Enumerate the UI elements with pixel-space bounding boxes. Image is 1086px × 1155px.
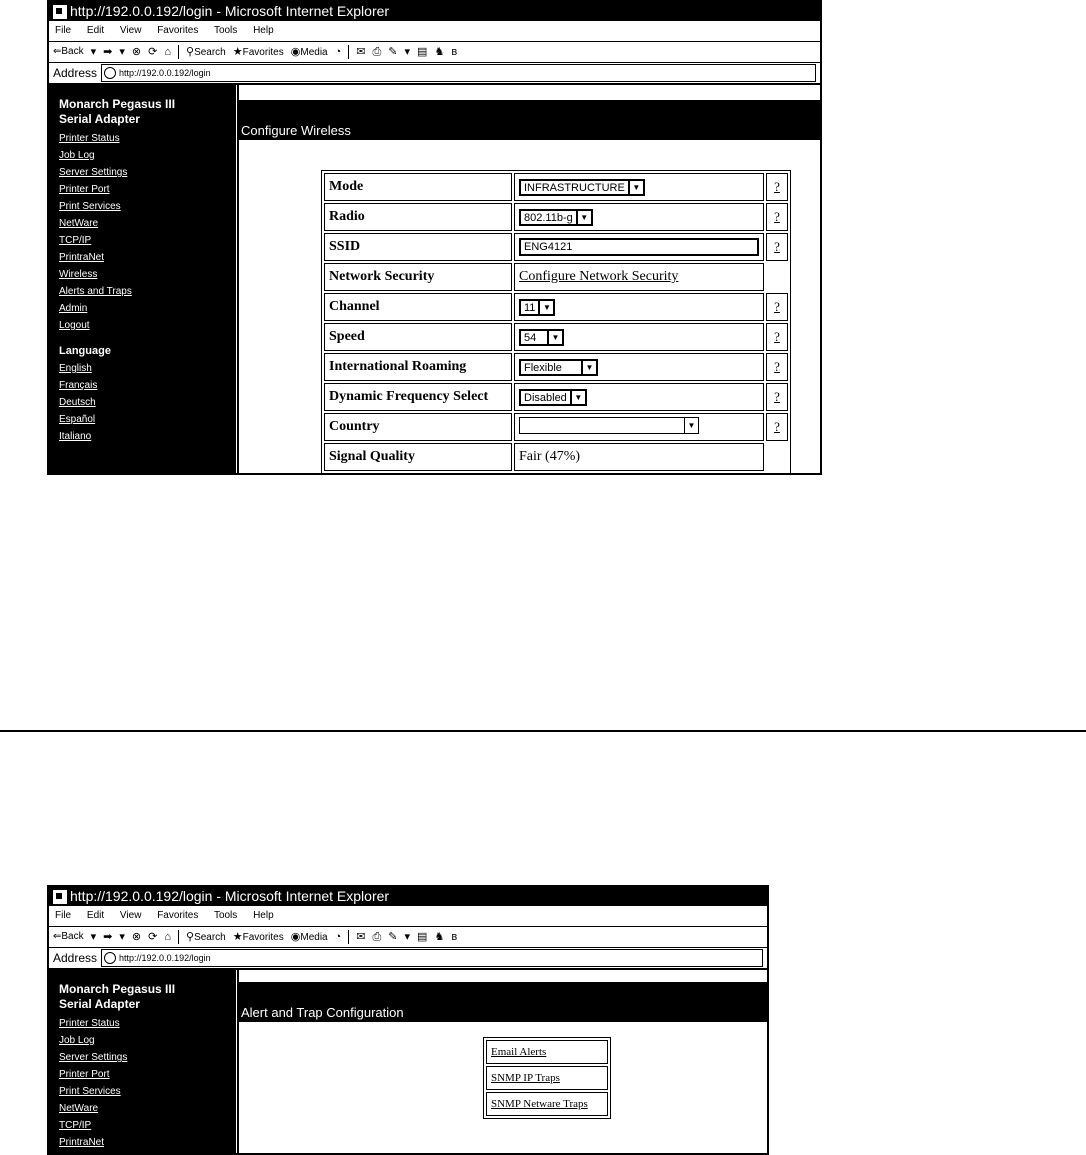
dynamic-frequency-select-value: Disabled bbox=[521, 391, 571, 404]
menu-view[interactable]: View bbox=[119, 25, 142, 36]
sidebar-title bbox=[59, 97, 235, 127]
ie-window-configure-wireless bbox=[47, 0, 822, 475]
ie-page-icon bbox=[53, 890, 67, 904]
dropdown-arrow-icon[interactable]: ▾ bbox=[119, 46, 125, 58]
messenger-icon[interactable]: ♞ bbox=[434, 931, 445, 943]
toolbar-separator bbox=[178, 930, 179, 944]
speed-select[interactable] bbox=[519, 329, 564, 346]
forward-icon[interactable]: ➡ bbox=[103, 46, 113, 58]
table-row bbox=[486, 1040, 608, 1064]
bluetooth-icon[interactable]: ʙ bbox=[451, 46, 458, 58]
chevron-down-icon: ▼ bbox=[539, 301, 553, 314]
media-button[interactable] bbox=[291, 42, 328, 63]
channel-help-link[interactable]: ? bbox=[766, 293, 788, 321]
address-bar bbox=[49, 948, 767, 970]
search-label: Search bbox=[194, 46, 226, 58]
snmp-ip-traps-link[interactable]: SNMP IP Traps bbox=[486, 1066, 608, 1090]
home-icon[interactable]: ⌂ bbox=[164, 931, 171, 943]
signal-quality-label: Signal Quality bbox=[324, 443, 512, 471]
channel-label: Channel bbox=[324, 293, 512, 321]
mail-icon[interactable]: ✉ bbox=[356, 931, 366, 943]
table-row bbox=[486, 1092, 608, 1116]
media-label: Media bbox=[300, 931, 328, 943]
table-row bbox=[324, 173, 788, 201]
international-roaming-label: International Roaming bbox=[324, 353, 512, 381]
speed-cell bbox=[514, 323, 764, 351]
window-title: http://192.0.0.192/login - Microsoft Internet Explorer bbox=[70, 888, 390, 904]
sidebar-title-line1: Monarch Pegasus III bbox=[59, 982, 176, 996]
alert-links-table bbox=[483, 1037, 611, 1119]
dropdown-arrow-icon[interactable]: ▾ bbox=[404, 931, 411, 943]
sidebar-item-job-log[interactable]: Job Log bbox=[59, 1035, 95, 1046]
search-button[interactable] bbox=[186, 927, 226, 948]
discuss-icon[interactable]: ▤ bbox=[417, 46, 428, 58]
sidebar-item-tcpip[interactable]: TCP/IP bbox=[59, 235, 92, 246]
ssid-cell bbox=[514, 233, 764, 261]
media-icon: ◉ bbox=[290, 45, 301, 58]
search-label: Search bbox=[194, 931, 226, 943]
international-roaming-help-link[interactable]: ? bbox=[766, 353, 788, 381]
address-bar bbox=[49, 63, 820, 85]
dynamic-frequency-select-cell bbox=[514, 383, 764, 411]
address-label: Address bbox=[53, 951, 98, 965]
toolbar-separator bbox=[178, 45, 179, 59]
table-row bbox=[324, 323, 788, 351]
menu-edit[interactable]: Edit bbox=[86, 910, 105, 921]
chevron-down-icon: ▼ bbox=[571, 391, 585, 404]
mode-cell bbox=[514, 173, 764, 201]
sidebar-item-server-settings[interactable]: Server Settings bbox=[59, 167, 128, 178]
page-content bbox=[49, 970, 767, 1155]
sidebar-item-printranet[interactable]: PrintraNet bbox=[59, 252, 105, 263]
channel-value: 11 bbox=[521, 301, 539, 314]
page-header bbox=[239, 982, 767, 1022]
international-roaming-select[interactable] bbox=[519, 359, 598, 376]
address-input[interactable] bbox=[101, 949, 763, 967]
configure-network-security-link[interactable]: Configure Network Security bbox=[514, 263, 764, 291]
channel-cell bbox=[514, 293, 764, 321]
media-button[interactable] bbox=[291, 927, 328, 948]
mode-value: INFRASTRUCTURE bbox=[521, 181, 629, 194]
home-icon[interactable]: ⌂ bbox=[164, 46, 171, 58]
sidebar-title-line1: Monarch Pegasus III bbox=[59, 97, 176, 111]
sidebar-item-printer-status[interactable]: Printer Status bbox=[59, 133, 120, 144]
speed-help-link[interactable]: ? bbox=[766, 323, 788, 351]
menu-tools[interactable]: Tools bbox=[213, 25, 238, 36]
title-bar bbox=[49, 2, 820, 21]
country-value bbox=[520, 418, 684, 433]
table-row bbox=[324, 233, 788, 261]
back-button[interactable]: ⇐Back bbox=[53, 931, 84, 942]
chevron-down-icon: ▼ bbox=[548, 331, 562, 344]
page-header bbox=[239, 100, 820, 140]
radio-label: Radio bbox=[324, 203, 512, 231]
empty-cell bbox=[766, 263, 788, 291]
speed-value: 54 bbox=[521, 331, 548, 344]
chevron-down-icon: ▼ bbox=[684, 418, 698, 433]
mode-select[interactable] bbox=[519, 179, 645, 196]
ie-page-icon bbox=[53, 5, 67, 19]
chevron-down-icon: ▼ bbox=[582, 361, 596, 374]
stop-icon[interactable]: ⊗ bbox=[131, 931, 142, 943]
channel-select[interactable] bbox=[519, 299, 555, 316]
print-icon[interactable]: ⎙ bbox=[372, 46, 382, 58]
sidebar-item-printer-status[interactable]: Printer Status bbox=[59, 1018, 120, 1029]
back-button[interactable]: ⇐Back bbox=[53, 46, 84, 57]
toolbar bbox=[49, 927, 767, 948]
main-frame bbox=[239, 970, 767, 1155]
bluetooth-icon[interactable]: ʙ bbox=[451, 931, 458, 943]
dropdown-arrow-icon[interactable]: ▾ bbox=[119, 931, 125, 943]
chevron-down-icon: ▼ bbox=[629, 181, 643, 194]
sidebar-item-alerts-and-traps[interactable]: Alerts and Traps bbox=[59, 286, 132, 297]
empty-cell bbox=[766, 443, 788, 471]
print-icon[interactable]: ⎙ bbox=[372, 931, 382, 943]
media-label: Media bbox=[300, 46, 328, 58]
table-row bbox=[324, 383, 788, 411]
edit-icon[interactable]: ✎ bbox=[388, 931, 398, 943]
address-value: http://192.0.0.192/login bbox=[119, 68, 211, 78]
sidebar-item-printer-port[interactable]: Printer Port bbox=[59, 184, 110, 195]
table-row bbox=[324, 203, 788, 231]
language-espanol[interactable]: Español bbox=[59, 414, 96, 425]
search-button[interactable] bbox=[186, 42, 226, 63]
radio-cell bbox=[514, 203, 764, 231]
menu-file[interactable]: File bbox=[55, 910, 72, 921]
sidebar-title-line2: Serial Adapter bbox=[59, 112, 140, 126]
speed-label: Speed bbox=[324, 323, 512, 351]
language-francais[interactable]: Français bbox=[59, 380, 98, 391]
sidebar-item-netware[interactable]: NetWare bbox=[59, 218, 99, 229]
ssid-input[interactable]: ENG4121 bbox=[519, 238, 759, 256]
history-icon[interactable]: ◔ bbox=[334, 46, 342, 58]
menu-favorites[interactable]: Favorites bbox=[157, 25, 199, 36]
ssid-help-link[interactable]: ? bbox=[766, 233, 788, 261]
address-label: Address bbox=[53, 66, 98, 80]
email-alerts-link[interactable]: Email Alerts bbox=[486, 1040, 608, 1064]
mode-help-link[interactable]: ? bbox=[766, 173, 788, 201]
radio-value: 802.11b-g bbox=[521, 211, 577, 224]
page-icon bbox=[104, 67, 116, 79]
menu-file[interactable]: File bbox=[55, 25, 72, 36]
menu-tools[interactable]: Tools bbox=[213, 910, 238, 921]
table-row bbox=[324, 353, 788, 381]
toolbar-separator bbox=[348, 45, 349, 59]
dynamic-frequency-select-help-link[interactable]: ? bbox=[766, 383, 788, 411]
signal-quality-value: Fair (47%) bbox=[514, 443, 764, 471]
chevron-down-icon: ▼ bbox=[577, 211, 591, 224]
table-row bbox=[324, 263, 788, 291]
stop-icon[interactable]: ⊗ bbox=[131, 46, 142, 58]
page-title: Alert and Trap Configuration bbox=[241, 1005, 404, 1020]
mail-icon[interactable]: ✉ bbox=[356, 46, 366, 58]
main-frame bbox=[239, 85, 820, 473]
dropdown-arrow-icon[interactable]: ▾ bbox=[90, 931, 97, 943]
country-select[interactable] bbox=[519, 417, 699, 434]
edit-icon[interactable]: ✎ bbox=[388, 46, 398, 58]
mode-label: Mode bbox=[324, 173, 512, 201]
sidebar-title bbox=[59, 982, 235, 1012]
table-row bbox=[324, 443, 788, 471]
search-icon: ⚲ bbox=[186, 930, 195, 943]
menu-bar bbox=[49, 906, 767, 927]
table-row bbox=[324, 413, 788, 441]
menu-edit[interactable]: Edit bbox=[86, 25, 105, 36]
sidebar bbox=[49, 85, 235, 473]
menu-favorites[interactable]: Favorites bbox=[157, 910, 199, 921]
language-italiano[interactable]: Italiano bbox=[59, 431, 92, 442]
address-value: http://192.0.0.192/login bbox=[119, 953, 211, 963]
snmp-netware-traps-link[interactable]: SNMP Netware Traps bbox=[486, 1092, 608, 1116]
media-icon: ◉ bbox=[290, 930, 301, 943]
discuss-icon[interactable]: ▤ bbox=[417, 931, 428, 943]
language-deutsch[interactable]: Deutsch bbox=[59, 397, 96, 408]
favorites-button[interactable] bbox=[233, 927, 284, 948]
radio-select[interactable] bbox=[519, 209, 593, 226]
favorites-label: Favorites bbox=[242, 46, 284, 58]
toolbar bbox=[49, 42, 820, 63]
page-separator-line bbox=[0, 730, 1086, 732]
history-icon[interactable]: ◔ bbox=[334, 931, 342, 943]
wireless-config-table bbox=[321, 170, 791, 474]
sidebar-item-wireless[interactable]: Wireless bbox=[59, 269, 98, 280]
sidebar-item-print-services[interactable]: Print Services bbox=[59, 201, 121, 212]
sidebar-title-line2: Serial Adapter bbox=[59, 997, 140, 1011]
search-icon: ⚲ bbox=[186, 45, 195, 58]
dropdown-arrow-icon[interactable]: ▾ bbox=[404, 46, 411, 58]
dropdown-arrow-icon[interactable]: ▾ bbox=[90, 46, 97, 58]
favorites-button[interactable] bbox=[233, 42, 284, 63]
favorites-label: Favorites bbox=[242, 931, 284, 943]
table-row bbox=[486, 1066, 608, 1090]
sidebar-item-print-services[interactable]: Print Services bbox=[59, 1086, 121, 1097]
sidebar-item-logout[interactable]: Logout bbox=[59, 320, 90, 331]
network-security-label: Network Security bbox=[324, 263, 512, 291]
sidebar-item-tcpip[interactable]: TCP/IP bbox=[59, 1120, 92, 1131]
title-bar bbox=[49, 887, 767, 906]
messenger-icon[interactable]: ♞ bbox=[434, 46, 445, 58]
radio-help-link[interactable]: ? bbox=[766, 203, 788, 231]
country-cell bbox=[514, 413, 764, 441]
ssid-label: SSID bbox=[324, 233, 512, 261]
page-title: Configure Wireless bbox=[241, 123, 351, 138]
forward-icon[interactable]: ➡ bbox=[103, 931, 113, 943]
menu-view[interactable]: View bbox=[119, 910, 142, 921]
sidebar bbox=[49, 970, 235, 1155]
window-title: http://192.0.0.192/login - Microsoft Internet Explorer bbox=[70, 3, 390, 19]
sidebar-item-printranet[interactable]: PrintraNet bbox=[59, 1137, 105, 1148]
page-content bbox=[49, 85, 820, 473]
international-roaming-value: Flexible bbox=[521, 361, 582, 374]
ie-window-alert-trap-configuration bbox=[47, 885, 769, 1155]
refresh-icon[interactable]: ⟳ bbox=[148, 931, 158, 943]
dynamic-frequency-select-select[interactable] bbox=[519, 389, 587, 406]
country-help-link[interactable]: ? bbox=[766, 413, 788, 441]
sidebar-item-job-log[interactable]: Job Log bbox=[59, 150, 95, 161]
address-input[interactable] bbox=[101, 64, 816, 82]
international-roaming-cell bbox=[514, 353, 764, 381]
language-english[interactable]: English bbox=[59, 363, 92, 374]
country-label: Country bbox=[324, 413, 512, 441]
menu-bar bbox=[49, 21, 820, 42]
sidebar-item-admin[interactable]: Admin bbox=[59, 303, 88, 314]
table-row bbox=[324, 293, 788, 321]
refresh-icon[interactable]: ⟳ bbox=[148, 46, 158, 58]
sidebar-item-netware[interactable]: NetWare bbox=[59, 1103, 99, 1114]
dynamic-frequency-select-label: Dynamic Frequency Select bbox=[324, 383, 512, 411]
menu-help[interactable]: Help bbox=[253, 910, 274, 921]
sidebar-item-printer-port[interactable]: Printer Port bbox=[59, 1069, 110, 1080]
favorites-icon: ★ bbox=[232, 930, 243, 943]
menu-help[interactable]: Help bbox=[253, 25, 274, 36]
toolbar-separator bbox=[348, 930, 349, 944]
page-icon bbox=[104, 952, 116, 964]
favorites-icon: ★ bbox=[232, 45, 243, 58]
sidebar-item-server-settings[interactable]: Server Settings bbox=[59, 1052, 128, 1063]
language-heading: Language bbox=[59, 345, 111, 357]
